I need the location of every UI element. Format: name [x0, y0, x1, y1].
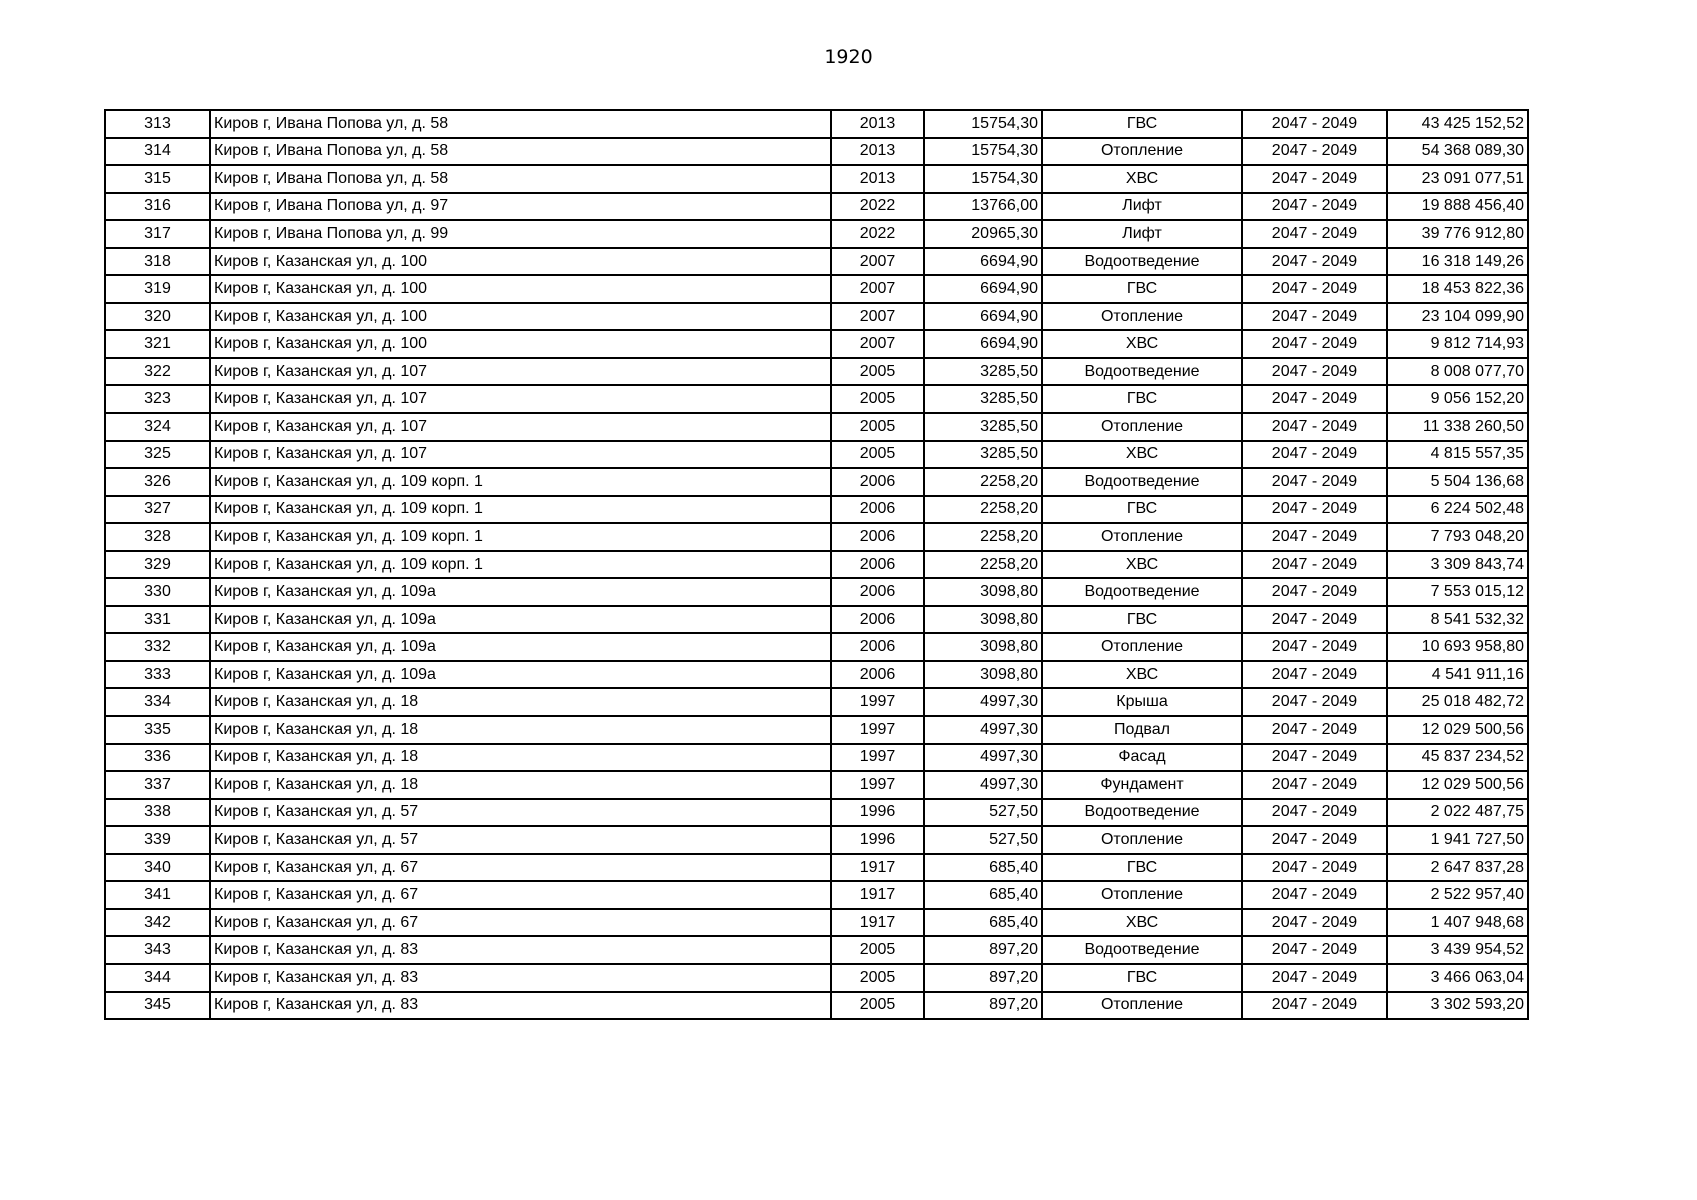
work-type-cell: Фундамент [1042, 771, 1242, 799]
year-cell: 1997 [831, 744, 924, 772]
area-cell: 15754,30 [924, 110, 1042, 138]
area-cell: 2258,20 [924, 523, 1042, 551]
row-number-cell: 341 [105, 881, 210, 909]
period-cell: 2047 - 2049 [1242, 964, 1387, 992]
row-number-cell: 317 [105, 220, 210, 248]
area-cell: 15754,30 [924, 138, 1042, 166]
year-cell: 1997 [831, 771, 924, 799]
year-cell: 2006 [831, 468, 924, 496]
address-cell: Киров г, Ивана Попова ул, д. 97 [210, 193, 831, 221]
work-type-cell: ХВС [1042, 330, 1242, 358]
year-cell: 1997 [831, 688, 924, 716]
table-row [105, 165, 1528, 193]
period-cell: 2047 - 2049 [1242, 303, 1387, 331]
year-cell: 2005 [831, 413, 924, 441]
cost-cell: 7 553 015,12 [1387, 578, 1528, 606]
cost-cell: 8 008 077,70 [1387, 358, 1528, 386]
work-type-cell: ГВС [1042, 385, 1242, 413]
period-cell: 2047 - 2049 [1242, 909, 1387, 937]
year-cell: 2013 [831, 165, 924, 193]
year-cell: 2005 [831, 936, 924, 964]
cost-cell: 3 439 954,52 [1387, 936, 1528, 964]
period-cell: 2047 - 2049 [1242, 496, 1387, 524]
period-cell: 2047 - 2049 [1242, 936, 1387, 964]
cost-cell: 9 056 152,20 [1387, 385, 1528, 413]
registry-body [105, 110, 1528, 1019]
cost-cell: 18 453 822,36 [1387, 275, 1528, 303]
year-cell: 1997 [831, 716, 924, 744]
area-cell: 4997,30 [924, 744, 1042, 772]
row-number-cell: 326 [105, 468, 210, 496]
table-row [105, 138, 1528, 166]
cost-cell: 3 302 593,20 [1387, 992, 1528, 1020]
area-cell: 527,50 [924, 799, 1042, 827]
period-cell: 2047 - 2049 [1242, 771, 1387, 799]
work-type-cell: ГВС [1042, 606, 1242, 634]
address-cell: Киров г, Казанская ул, д. 57 [210, 826, 831, 854]
address-cell: Киров г, Казанская ул, д. 18 [210, 716, 831, 744]
row-number-cell: 336 [105, 744, 210, 772]
year-cell: 2006 [831, 551, 924, 579]
year-cell: 2006 [831, 523, 924, 551]
table-row [105, 799, 1528, 827]
area-cell: 897,20 [924, 964, 1042, 992]
year-cell: 2006 [831, 661, 924, 689]
work-type-cell: Отопление [1042, 523, 1242, 551]
address-cell: Киров г, Казанская ул, д. 109 корп. 1 [210, 468, 831, 496]
row-number-cell: 321 [105, 330, 210, 358]
area-cell: 2258,20 [924, 551, 1042, 579]
row-number-cell: 335 [105, 716, 210, 744]
year-cell: 1917 [831, 854, 924, 882]
work-type-cell: Крыша [1042, 688, 1242, 716]
cost-cell: 9 812 714,93 [1387, 330, 1528, 358]
address-cell: Киров г, Казанская ул, д. 109 корп. 1 [210, 551, 831, 579]
row-number-cell: 337 [105, 771, 210, 799]
table-row [105, 633, 1528, 661]
work-type-cell: ГВС [1042, 496, 1242, 524]
cost-cell: 4 815 557,35 [1387, 441, 1528, 469]
area-cell: 6694,90 [924, 330, 1042, 358]
address-cell: Киров г, Казанская ул, д. 83 [210, 936, 831, 964]
area-cell: 15754,30 [924, 165, 1042, 193]
work-type-cell: Отопление [1042, 633, 1242, 661]
cost-cell: 2 647 837,28 [1387, 854, 1528, 882]
cost-cell: 16 318 149,26 [1387, 248, 1528, 276]
address-cell: Киров г, Казанская ул, д. 107 [210, 441, 831, 469]
work-type-cell: Водоотведение [1042, 936, 1242, 964]
table-row [105, 826, 1528, 854]
period-cell: 2047 - 2049 [1242, 661, 1387, 689]
cost-cell: 23 104 099,90 [1387, 303, 1528, 331]
area-cell: 2258,20 [924, 468, 1042, 496]
work-type-cell: ХВС [1042, 441, 1242, 469]
work-type-cell: ГВС [1042, 275, 1242, 303]
period-cell: 2047 - 2049 [1242, 413, 1387, 441]
area-cell: 6694,90 [924, 275, 1042, 303]
period-cell: 2047 - 2049 [1242, 165, 1387, 193]
cost-cell: 25 018 482,72 [1387, 688, 1528, 716]
year-cell: 1917 [831, 909, 924, 937]
year-cell: 2013 [831, 110, 924, 138]
table-row [105, 441, 1528, 469]
year-cell: 2006 [831, 633, 924, 661]
area-cell: 20965,30 [924, 220, 1042, 248]
period-cell: 2047 - 2049 [1242, 330, 1387, 358]
cost-cell: 1 941 727,50 [1387, 826, 1528, 854]
year-cell: 2006 [831, 578, 924, 606]
row-number-cell: 315 [105, 165, 210, 193]
area-cell: 2258,20 [924, 496, 1042, 524]
work-type-cell: Лифт [1042, 193, 1242, 221]
area-cell: 3098,80 [924, 606, 1042, 634]
table-row [105, 330, 1528, 358]
table-row [105, 385, 1528, 413]
row-number-cell: 323 [105, 385, 210, 413]
row-number-cell: 331 [105, 606, 210, 634]
period-cell: 2047 - 2049 [1242, 826, 1387, 854]
cost-cell: 19 888 456,40 [1387, 193, 1528, 221]
table-row [105, 110, 1528, 138]
work-type-cell: Водоотведение [1042, 468, 1242, 496]
address-cell: Киров г, Казанская ул, д. 18 [210, 744, 831, 772]
address-cell: Киров г, Казанская ул, д. 109 корп. 1 [210, 496, 831, 524]
row-number-cell: 343 [105, 936, 210, 964]
period-cell: 2047 - 2049 [1242, 716, 1387, 744]
address-cell: Киров г, Казанская ул, д. 67 [210, 881, 831, 909]
period-cell: 2047 - 2049 [1242, 799, 1387, 827]
cost-cell: 2 022 487,75 [1387, 799, 1528, 827]
row-number-cell: 332 [105, 633, 210, 661]
table-row [105, 358, 1528, 386]
row-number-cell: 339 [105, 826, 210, 854]
cost-cell: 4 541 911,16 [1387, 661, 1528, 689]
cost-cell: 5 504 136,68 [1387, 468, 1528, 496]
area-cell: 4997,30 [924, 771, 1042, 799]
table-row [105, 716, 1528, 744]
registry-table [104, 109, 1529, 1020]
cost-cell: 12 029 500,56 [1387, 716, 1528, 744]
row-number-cell: 320 [105, 303, 210, 331]
row-number-cell: 325 [105, 441, 210, 469]
period-cell: 2047 - 2049 [1242, 385, 1387, 413]
table-row [105, 496, 1528, 524]
page-number: 1920 [824, 46, 873, 68]
row-number-cell: 334 [105, 688, 210, 716]
period-cell: 2047 - 2049 [1242, 193, 1387, 221]
table-row [105, 523, 1528, 551]
row-number-cell: 314 [105, 138, 210, 166]
year-cell: 2005 [831, 964, 924, 992]
work-type-cell: ГВС [1042, 110, 1242, 138]
work-type-cell: Отопление [1042, 881, 1242, 909]
year-cell: 2022 [831, 193, 924, 221]
work-type-cell: Водоотведение [1042, 799, 1242, 827]
work-type-cell: Водоотведение [1042, 578, 1242, 606]
row-number-cell: 342 [105, 909, 210, 937]
address-cell: Киров г, Казанская ул, д. 100 [210, 330, 831, 358]
table-row [105, 661, 1528, 689]
period-cell: 2047 - 2049 [1242, 606, 1387, 634]
period-cell: 2047 - 2049 [1242, 220, 1387, 248]
period-cell: 2047 - 2049 [1242, 881, 1387, 909]
period-cell: 2047 - 2049 [1242, 523, 1387, 551]
period-cell: 2047 - 2049 [1242, 110, 1387, 138]
period-cell: 2047 - 2049 [1242, 578, 1387, 606]
year-cell: 2007 [831, 330, 924, 358]
area-cell: 897,20 [924, 936, 1042, 964]
area-cell: 4997,30 [924, 716, 1042, 744]
cost-cell: 23 091 077,51 [1387, 165, 1528, 193]
table-row [105, 881, 1528, 909]
address-cell: Киров г, Казанская ул, д. 18 [210, 688, 831, 716]
table-row [105, 909, 1528, 937]
address-cell: Киров г, Казанская ул, д. 109а [210, 633, 831, 661]
table-row [105, 468, 1528, 496]
table-row [105, 936, 1528, 964]
table-row [105, 275, 1528, 303]
address-cell: Киров г, Казанская ул, д. 109а [210, 606, 831, 634]
row-number-cell: 324 [105, 413, 210, 441]
year-cell: 2013 [831, 138, 924, 166]
row-number-cell: 329 [105, 551, 210, 579]
address-cell: Киров г, Казанская ул, д. 107 [210, 385, 831, 413]
area-cell: 6694,90 [924, 303, 1042, 331]
area-cell: 685,40 [924, 854, 1042, 882]
table-row [105, 854, 1528, 882]
year-cell: 2022 [831, 220, 924, 248]
address-cell: Киров г, Ивана Попова ул, д. 99 [210, 220, 831, 248]
area-cell: 3285,50 [924, 441, 1042, 469]
area-cell: 3285,50 [924, 413, 1042, 441]
cost-cell: 3 466 063,04 [1387, 964, 1528, 992]
table-row [105, 744, 1528, 772]
work-type-cell: Подвал [1042, 716, 1242, 744]
period-cell: 2047 - 2049 [1242, 688, 1387, 716]
period-cell: 2047 - 2049 [1242, 744, 1387, 772]
table-row [105, 771, 1528, 799]
work-type-cell: Водоотведение [1042, 248, 1242, 276]
row-number-cell: 328 [105, 523, 210, 551]
table-row [105, 248, 1528, 276]
address-cell: Киров г, Казанская ул, д. 100 [210, 303, 831, 331]
cost-cell: 3 309 843,74 [1387, 551, 1528, 579]
address-cell: Киров г, Казанская ул, д. 57 [210, 799, 831, 827]
year-cell: 2007 [831, 248, 924, 276]
cost-cell: 45 837 234,52 [1387, 744, 1528, 772]
address-cell: Киров г, Казанская ул, д. 109а [210, 578, 831, 606]
work-type-cell: Отопление [1042, 303, 1242, 331]
area-cell: 3285,50 [924, 358, 1042, 386]
table-row [105, 551, 1528, 579]
work-type-cell: Отопление [1042, 826, 1242, 854]
address-cell: Киров г, Ивана Попова ул, д. 58 [210, 138, 831, 166]
work-type-cell: ХВС [1042, 165, 1242, 193]
year-cell: 2007 [831, 303, 924, 331]
area-cell: 3098,80 [924, 633, 1042, 661]
work-type-cell: Отопление [1042, 138, 1242, 166]
address-cell: Киров г, Казанская ул, д. 83 [210, 964, 831, 992]
work-type-cell: Водоотведение [1042, 358, 1242, 386]
work-type-cell: ХВС [1042, 551, 1242, 579]
area-cell: 685,40 [924, 881, 1042, 909]
cost-cell: 43 425 152,52 [1387, 110, 1528, 138]
cost-cell: 54 368 089,30 [1387, 138, 1528, 166]
address-cell: Киров г, Казанская ул, д. 107 [210, 413, 831, 441]
address-cell: Киров г, Казанская ул, д. 109а [210, 661, 831, 689]
table-row [105, 193, 1528, 221]
cost-cell: 6 224 502,48 [1387, 496, 1528, 524]
work-type-cell: Отопление [1042, 413, 1242, 441]
address-cell: Киров г, Казанская ул, д. 83 [210, 992, 831, 1020]
address-cell: Киров г, Ивана Попова ул, д. 58 [210, 165, 831, 193]
row-number-cell: 344 [105, 964, 210, 992]
row-number-cell: 338 [105, 799, 210, 827]
period-cell: 2047 - 2049 [1242, 551, 1387, 579]
year-cell: 2005 [831, 992, 924, 1020]
year-cell: 2005 [831, 385, 924, 413]
year-cell: 2006 [831, 606, 924, 634]
year-cell: 2007 [831, 275, 924, 303]
work-type-cell: Фасад [1042, 744, 1242, 772]
work-type-cell: ХВС [1042, 909, 1242, 937]
cost-cell: 39 776 912,80 [1387, 220, 1528, 248]
address-cell: Киров г, Казанская ул, д. 67 [210, 909, 831, 937]
address-cell: Киров г, Ивана Попова ул, д. 58 [210, 110, 831, 138]
address-cell: Киров г, Казанская ул, д. 100 [210, 275, 831, 303]
address-cell: Киров г, Казанская ул, д. 67 [210, 854, 831, 882]
table-row [105, 578, 1528, 606]
table-row [105, 992, 1528, 1020]
row-number-cell: 345 [105, 992, 210, 1020]
area-cell: 3285,50 [924, 385, 1042, 413]
row-number-cell: 333 [105, 661, 210, 689]
cost-cell: 2 522 957,40 [1387, 881, 1528, 909]
address-cell: Киров г, Казанская ул, д. 109 корп. 1 [210, 523, 831, 551]
period-cell: 2047 - 2049 [1242, 248, 1387, 276]
address-cell: Киров г, Казанская ул, д. 18 [210, 771, 831, 799]
table-row [105, 303, 1528, 331]
row-number-cell: 316 [105, 193, 210, 221]
work-type-cell: ХВС [1042, 661, 1242, 689]
year-cell: 2006 [831, 496, 924, 524]
period-cell: 2047 - 2049 [1242, 358, 1387, 386]
period-cell: 2047 - 2049 [1242, 441, 1387, 469]
row-number-cell: 330 [105, 578, 210, 606]
cost-cell: 7 793 048,20 [1387, 523, 1528, 551]
row-number-cell: 318 [105, 248, 210, 276]
address-cell: Киров г, Казанская ул, д. 107 [210, 358, 831, 386]
cost-cell: 12 029 500,56 [1387, 771, 1528, 799]
table-row [105, 688, 1528, 716]
table-row [105, 606, 1528, 634]
work-type-cell: Отопление [1042, 992, 1242, 1020]
row-number-cell: 322 [105, 358, 210, 386]
period-cell: 2047 - 2049 [1242, 992, 1387, 1020]
area-cell: 4997,30 [924, 688, 1042, 716]
year-cell: 1996 [831, 826, 924, 854]
table-row [105, 964, 1528, 992]
area-cell: 897,20 [924, 992, 1042, 1020]
cost-cell: 8 541 532,32 [1387, 606, 1528, 634]
area-cell: 6694,90 [924, 248, 1042, 276]
period-cell: 2047 - 2049 [1242, 854, 1387, 882]
year-cell: 1917 [831, 881, 924, 909]
row-number-cell: 327 [105, 496, 210, 524]
address-cell: Киров г, Казанская ул, д. 100 [210, 248, 831, 276]
cost-cell: 1 407 948,68 [1387, 909, 1528, 937]
table-row [105, 220, 1528, 248]
cost-cell: 11 338 260,50 [1387, 413, 1528, 441]
period-cell: 2047 - 2049 [1242, 138, 1387, 166]
table-row [105, 413, 1528, 441]
period-cell: 2047 - 2049 [1242, 633, 1387, 661]
row-number-cell: 340 [105, 854, 210, 882]
work-type-cell: Лифт [1042, 220, 1242, 248]
area-cell: 527,50 [924, 826, 1042, 854]
work-type-cell: ГВС [1042, 854, 1242, 882]
area-cell: 685,40 [924, 909, 1042, 937]
year-cell: 2005 [831, 441, 924, 469]
row-number-cell: 313 [105, 110, 210, 138]
cost-cell: 10 693 958,80 [1387, 633, 1528, 661]
year-cell: 1996 [831, 799, 924, 827]
period-cell: 2047 - 2049 [1242, 275, 1387, 303]
area-cell: 13766,00 [924, 193, 1042, 221]
year-cell: 2005 [831, 358, 924, 386]
period-cell: 2047 - 2049 [1242, 468, 1387, 496]
area-cell: 3098,80 [924, 578, 1042, 606]
row-number-cell: 319 [105, 275, 210, 303]
area-cell: 3098,80 [924, 661, 1042, 689]
work-type-cell: ГВС [1042, 964, 1242, 992]
